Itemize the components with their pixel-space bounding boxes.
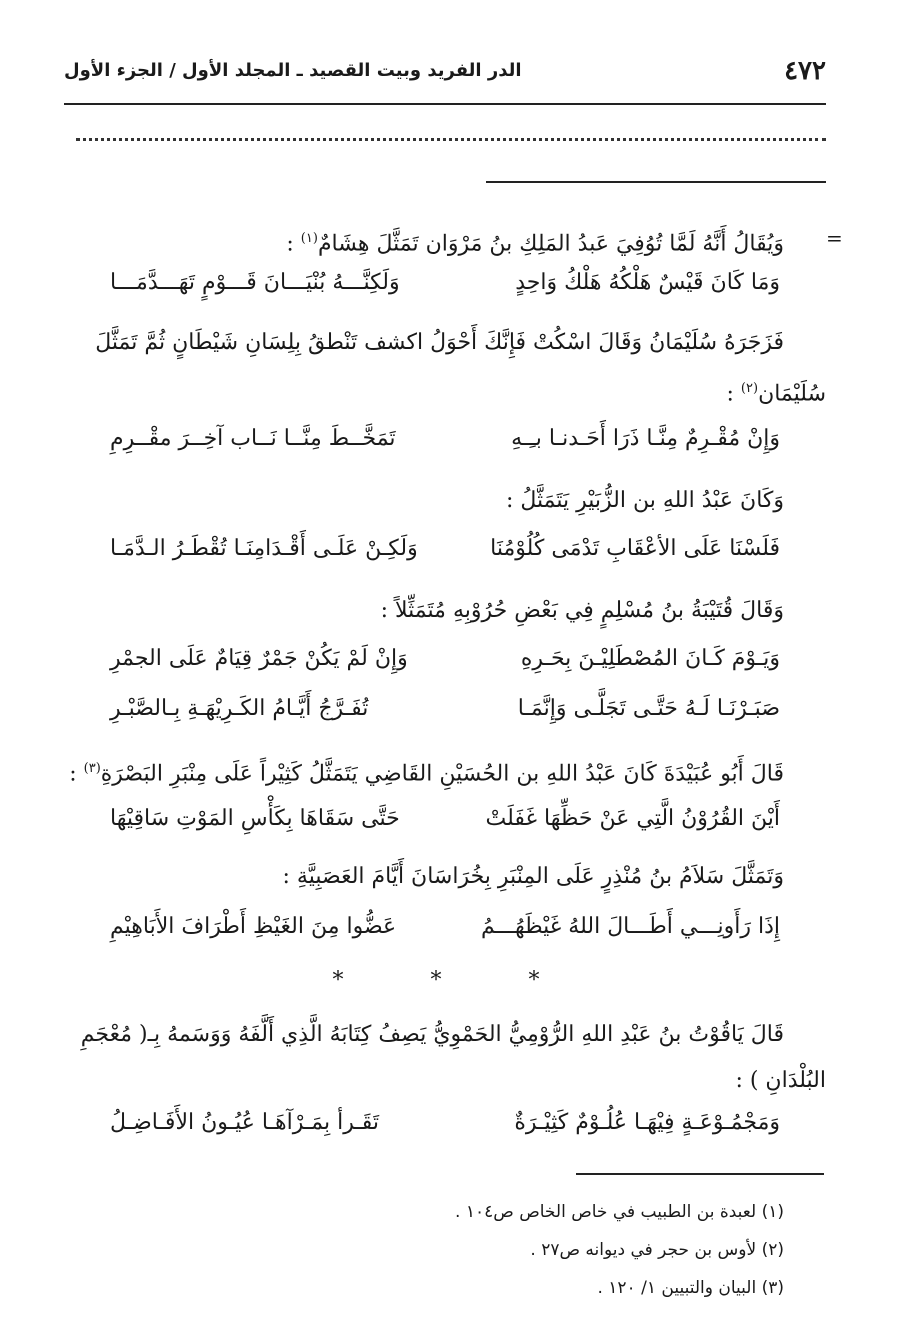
footnote-ref: (١)	[300, 231, 318, 246]
verse-second-hemistich: تَقَـرأ بِمَـرْآهَـا عُيُـونُ الأَفَـاضِـلُ	[110, 1110, 380, 1135]
verse-first-hemistich: وَيَـوْمَ كَـانَ المُصْطَلِيْـنَ بِحَـرِهِ	[520, 646, 780, 671]
running-title: الدر الفريد وبيت القصيد ـ المجلد الأول / الجزء الأول	[64, 60, 522, 81]
verse-second-hemistich: وَلَكِنَّـــهُ بُنْيَـــانَ قَـــوْمٍ تَهَـــدَّمَـــا	[110, 270, 400, 295]
verse-first-hemistich: أَيْنَ القُرُوْنُ الَّتِي عَنْ حَظِّهَا غَفَلَتْ	[485, 806, 780, 831]
verse-first-hemistich: صَبَـرْنَـا لَـهُ حَتَّـى تَجَلَّـى وَإِنَّمَـا	[517, 696, 780, 721]
footnote-ref: (٣)	[83, 761, 101, 776]
prose-line: قَالَ يَاقُوْتُ بنُ عَبْدِ اللهِ الرُّوْمِيُّ الحَمْوِيُّ يَصِفُ كِتَابَهُ الَّذِي أَلَّفَهُ وَوَسَمهُ بِـ( مُعْجَمِ	[80, 1022, 784, 1047]
verse-first-hemistich: إِذَا رَأَونِـــي أَطَـــالَ اللهُ غَيْظَهُـــمُ	[481, 914, 780, 939]
verse-first-hemistich: فَلَسْنَا عَلَى الأعْقَابِ تَدْمَى كُلُوْمُنَا	[490, 536, 780, 561]
prose-line: وَقَالَ قُتَيْبَةُ بنُ مُسْلِمٍ فِي بَعْضِ حُرُوْبِهِ مُتَمَثِّلاً :	[380, 598, 784, 623]
section-divider-stars: * * *	[332, 968, 580, 993]
prose-line: وَيُقَالُ أَنَّهُ لَمَّا تُوُفِيَ عَبدُ المَلِكِ بنُ مَرْوَان تَمَثَّلَ هِشَامٌ$^{(١)}$ :	[286, 231, 784, 257]
verse-second-hemistich: تَمَخَّــطَ مِنَّــا نَــاب آخِــرَ مقْــرِمِ	[110, 426, 396, 451]
prose-line: فَزَجَرَهُ سُلَيْمَانُ وَقَالَ اسْكُتْ فَإِنَّكَ أَحْوَلُ اكشف تَنْطقُ بِلِسَانِ شَيْطَانٍ ثُمَّ تَمَثَّلَ	[95, 330, 784, 355]
prose-line: سُلَيْمَان$^{(٢)}$ :	[726, 381, 826, 407]
page-header	[64, 56, 826, 96]
verse-line	[110, 426, 780, 466]
verse-second-hemistich: حَتَّى سَقَاهَا بِكَأْسِ المَوْتِ سَاقِيْهَا	[110, 806, 400, 831]
verse-first-hemistich: وَمَا كَانَ قَيْسٌ هَلْكُهُ هَلْكُ وَاحِدٍ	[515, 270, 780, 295]
page-number: ٤٧٢	[784, 56, 826, 86]
verse-line	[110, 1110, 780, 1150]
verse-first-hemistich: وَإِنْ مُقْـرِمٌ مِنَّـا ذَرَا أَحَـدنـا بـِـهِ	[511, 426, 780, 451]
section-rule	[486, 181, 826, 183]
prose-line: وَتَمَثَّلَ سَلاَمُ بنُ مُنْذِرٍ عَلَى المِنْبَرِ بِخُرَاسَانَ أَيَّامَ العَصَبِيَّةِ :	[282, 864, 784, 889]
footnote: (٢) لأوس بن حجر في ديوانه ص٢٧ .	[530, 1240, 784, 1260]
header-rule	[64, 103, 826, 105]
prose-line: قَالَ أَبُو عُبَيْدَةَ كَانَ عَبْدُ اللهِ بن الحُسَيْنِ القَاضِي يَتَمَثَّلُ كَثِيْراً عَلَى مِنْبَرِ البَصْرَةِ$^{(٣)}$ :	[69, 761, 784, 787]
verse-second-hemistich: تُفَـرَّجُ أَيَّـامُ الكَـرِيْهَـةِ بِـالصَّبْـرِ	[110, 696, 369, 721]
verse-second-hemistich: عَضُّوا مِنَ الغَيْظِ أَطْرَافَ الأَبَاهِيْمِ	[110, 914, 397, 939]
verse-second-hemistich: وَإِنْ لَمْ يَكُنْ جَمْرٌ قِيَامٌ عَلَى الجمْرِ	[110, 646, 408, 671]
verse-first-hemistich: وَمَجْمُـوْعَـةٍ فِيْهَـا عُلُـوْمٌ كَثِيْـرَةٌ	[514, 1110, 780, 1135]
verse-line	[110, 806, 780, 846]
prose-line: البُلْدَانِ ) :	[735, 1068, 826, 1093]
prose-line: وَكَانَ عَبْدُ اللهِ بن الزُّبَيْرِ يَتَمَثَّلُ :	[505, 488, 784, 513]
continuation-mark: =	[826, 226, 843, 250]
footnote-ref: (٢)	[740, 381, 759, 396]
verse-line	[110, 536, 780, 576]
verse-line	[110, 696, 780, 736]
footnote: (١) لعبدة بن الطبيب في خاص الخاص ص١٠٤ .	[455, 1202, 784, 1222]
verse-line	[110, 270, 780, 310]
verse-line	[110, 646, 780, 686]
footnote: (٣) البيان والتبيين ١/ ١٢٠ .	[597, 1278, 784, 1298]
verse-line	[110, 914, 780, 954]
verse-second-hemistich: وَلَكِـنْ عَلَـى أَقْـدَامِنَـا تُقْطَـرُ الـدَّمَـا	[110, 536, 418, 561]
footnote-rule	[576, 1173, 824, 1175]
dotted-separator	[76, 138, 826, 157]
